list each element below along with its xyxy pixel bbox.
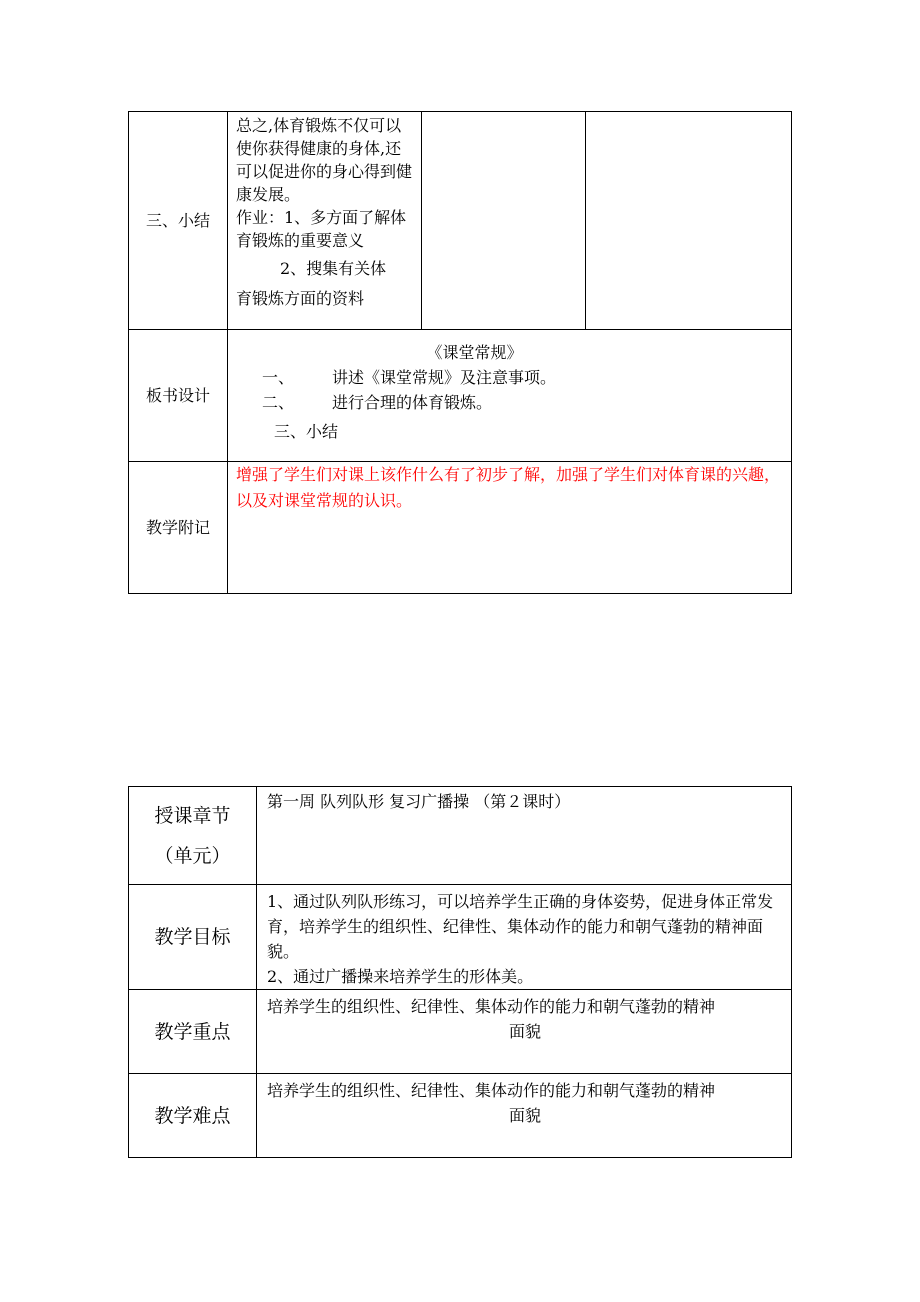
- board-design-label: 板书设计: [129, 330, 228, 462]
- teaching-difficulty-content: 培养学生的组织性、纪律性、集体动作的能力和朝气蓬勃的精神 面貌: [257, 1074, 792, 1158]
- empty-cell: [422, 112, 586, 330]
- teaching-goals-content: [257, 885, 792, 990]
- board-item: 一、 讲述《课堂常规》及注意事项。: [262, 368, 557, 387]
- homework-2-continued: 育锻炼方面的资料: [236, 289, 365, 308]
- teaching-key-content: 培养学生的组织性、纪律性、集体动作的能力和朝气蓬勃的精神 面貌: [257, 990, 792, 1074]
- homework-2: 2、搜集有关体: [280, 259, 387, 278]
- board-item: 二、 进行合理的体育锻炼。: [262, 393, 493, 412]
- board-title: 《课堂常规》: [426, 343, 523, 362]
- goal-1: 1、通过队列队形练习，可以培养学生正确的身体姿势，促进身体正常发育，培养学生的组织性、纪律性、集体动作的能力和朝气蓬勃的精神面貌。: [267, 892, 774, 961]
- lesson-table-bottom: [128, 786, 792, 1158]
- teaching-difficulty-label: 教学难点: [129, 1074, 257, 1158]
- homework-1: 作业：1、多方面了解体育锻炼的重要意义: [236, 208, 407, 250]
- empty-cell: [586, 112, 792, 330]
- teaching-goals-label: 教学目标: [129, 885, 257, 990]
- lesson-table-top: [128, 111, 792, 594]
- board-design-content: [228, 330, 792, 462]
- chapter-value: 第一周 队列队形 复习广播操 （第２课时）: [257, 787, 792, 885]
- summary-content: [228, 112, 422, 330]
- teaching-notes-text: 增强了学生们对课上该作什么有了初步了解，加强了学生们对体育课的兴趣，以及对课堂常规的认识。: [236, 465, 781, 510]
- summary-label: 三、小结: [129, 112, 228, 330]
- board-item: 三、小结: [274, 422, 339, 441]
- chapter-label: 授课章节 （单元）: [129, 787, 257, 885]
- teaching-notes-content: [228, 462, 792, 594]
- teaching-notes-label: 教学附记: [129, 462, 228, 594]
- goal-2: 2、通过广播操来培养学生的形体美。: [267, 967, 534, 986]
- summary-text: 总之,体育锻炼不仅可以使你获得健康的身体,还可以促进你的身心得到健康发展。: [236, 116, 413, 204]
- teaching-key-label: 教学重点: [129, 990, 257, 1074]
